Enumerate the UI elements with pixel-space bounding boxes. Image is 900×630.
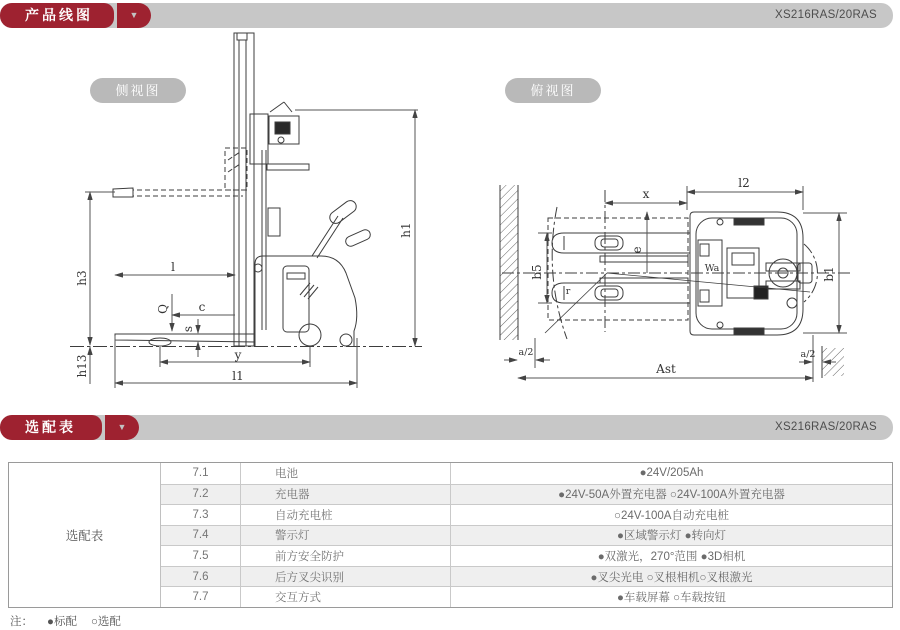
side-view-drawing [40,28,440,400]
model-badge-2: XS216RAS/20RAS [774,421,877,433]
header-dropdown-tab-2 [105,415,139,440]
standard-dot-legend: ●标配 [47,616,77,628]
dim-label-a2-left: a/2 [518,347,534,358]
dim-label-a2-right: a/2 [800,349,816,360]
option-no: 7.6 [161,566,241,587]
dim-label-h1: h1 [399,222,413,238]
dim-label-y: y [234,348,242,362]
option-value: ●叉尖光电 ○叉根相机○叉根激光 [451,566,892,587]
dim-label-wa: Wa [704,263,720,274]
dim-label-s: s [181,325,195,333]
dim-label-h13: h13 [75,354,89,378]
dim-label-b5: b5 [530,264,544,280]
triangle-down-icon: ▼ [129,10,139,20]
option-value: ●24V-50A外置充电器 ○24V-100A外置充电器 [451,484,892,505]
option-name: 交互方式 [241,586,451,607]
dim-label-l2: l2 [738,176,750,190]
top-view-drawing [480,160,900,400]
option-no: 7.1 [161,463,241,484]
side-view-label-pill: 侧视图 [90,78,186,103]
option-value: ●双激光，270°范围 ●3D相机 [451,545,892,566]
dim-label-x: x [642,187,650,201]
product-line-title-pill: 产品线图 [0,3,114,28]
option-value: ●24V/205Ah [451,463,892,484]
options-title-pill: 选配表 [0,415,102,440]
option-value: ●车载屏幕 ○车载按钮 [451,586,892,607]
option-no: 7.2 [161,484,241,505]
option-name: 前方安全防护 [241,545,451,566]
option-name: 后方叉尖识别 [241,566,451,587]
dim-label-c: c [198,300,206,314]
optional-circle-legend: ○选配 [90,616,121,628]
option-name: 充电器 [241,484,451,505]
header-dropdown-tab [117,3,151,28]
note-prefix: 注： [10,616,33,628]
dim-label-ast: Ast [656,362,676,376]
option-value: ●区域警示灯 ●转向灯 [451,525,892,546]
top-view-label-pill: 俯视图 [505,78,601,103]
option-no: 7.3 [161,504,241,525]
option-value: ○24V-100A自动充电桩 [451,504,892,525]
option-name: 电池 [241,463,451,484]
options-table [8,462,893,608]
model-badge: XS216RAS/20RAS [774,9,877,21]
dim-label-q: Q [156,304,170,314]
dim-label-h3: h3 [75,270,89,286]
dim-label-r: r [565,286,571,297]
option-no: 7.7 [161,586,241,607]
legend-note [10,613,135,629]
triangle-down-icon-2: ▼ [117,422,127,432]
option-no: 7.5 [161,545,241,566]
dim-label-l: l [171,260,175,274]
option-name: 自动充电桩 [241,504,451,525]
dim-label-b1: b1 [822,266,836,282]
dim-label-l1: l1 [232,369,244,383]
options-group-cell: 选配表 [9,463,161,607]
option-name: 警示灯 [241,525,451,546]
option-no: 7.4 [161,525,241,546]
dim-label-e: e [630,246,644,254]
